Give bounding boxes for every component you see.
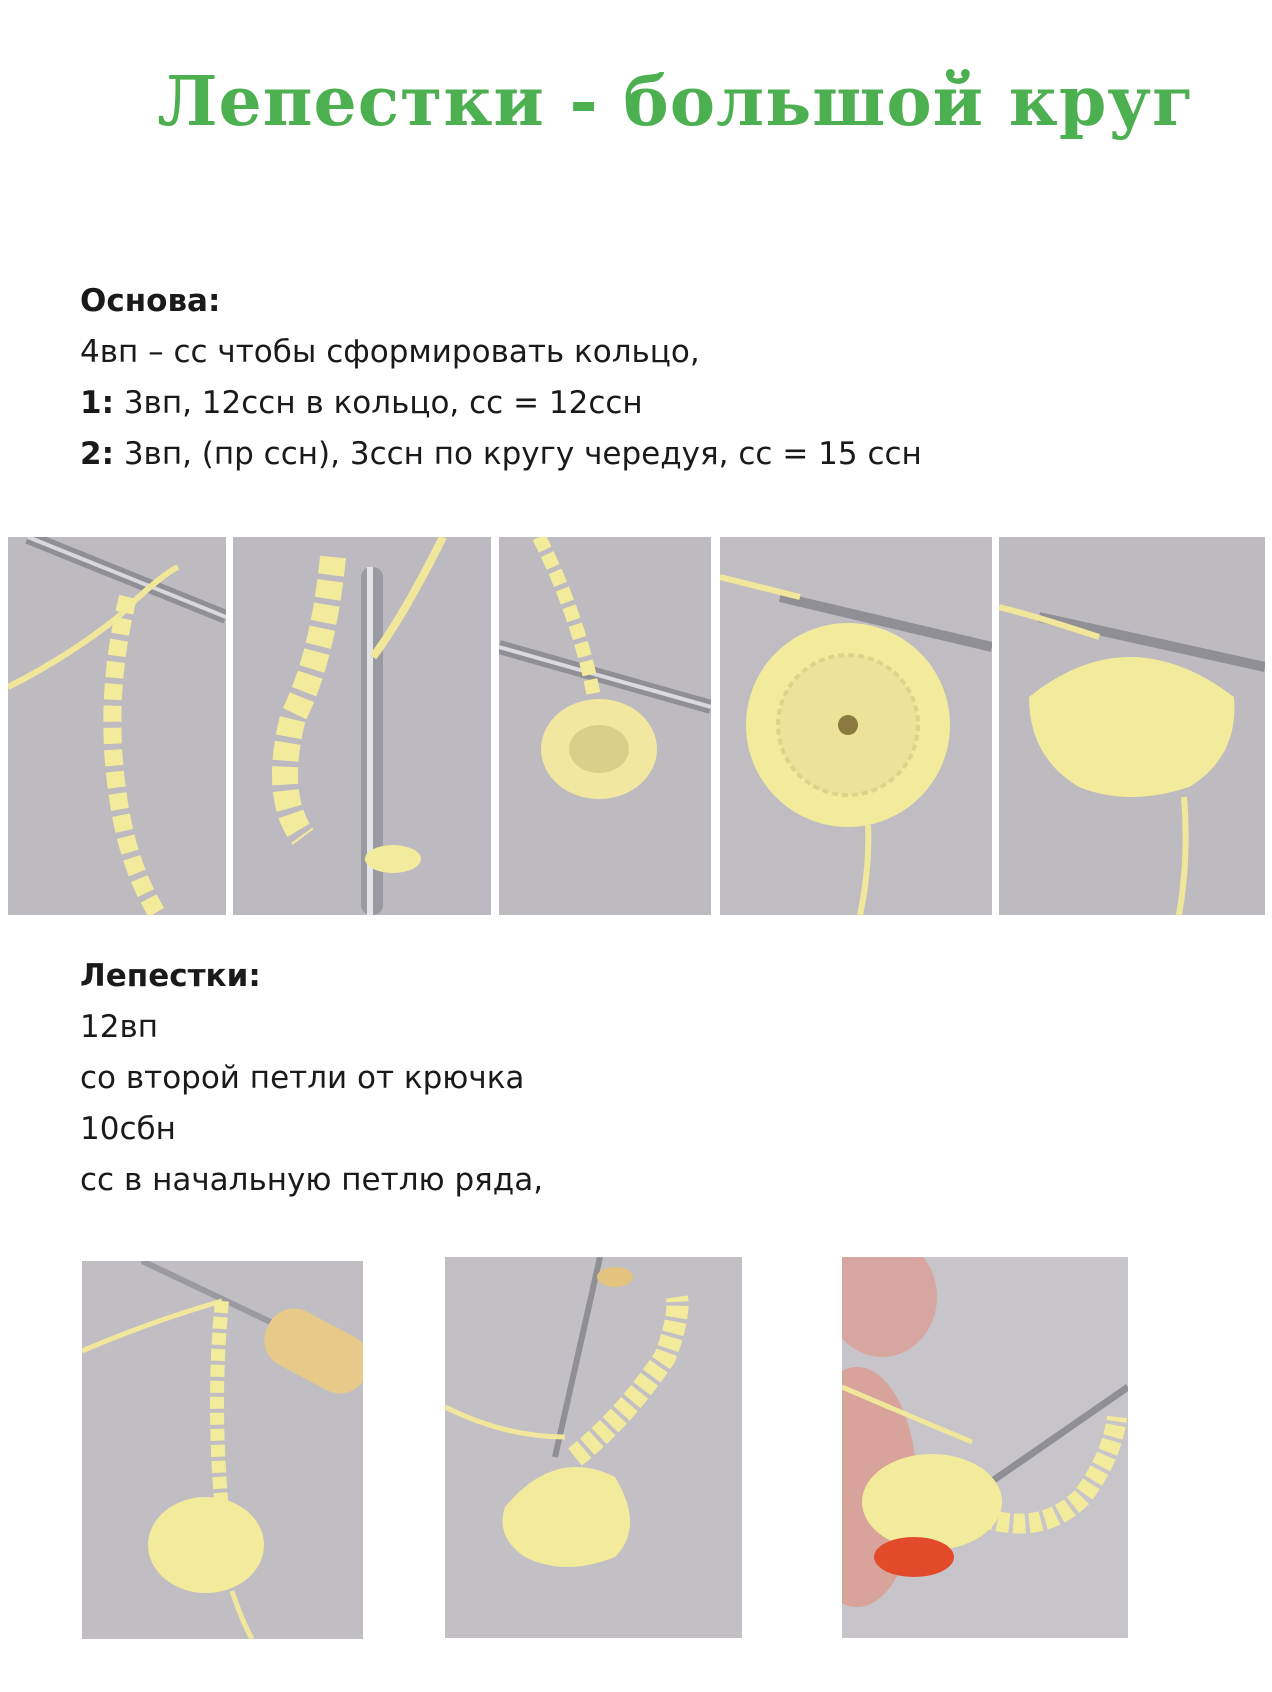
petals-line-2: 10сбн [80,1111,176,1147]
base-line-1: 1: 3вп, 12ссн в кольцо, сс = 12ссн [80,385,643,421]
petals-line-0: 12вп [80,1009,158,1045]
base-line-2: 2: 3вп, (пр ссн), 3ссн по кругу чередуя, сс = 15 ссн [80,436,922,472]
photo-petal-chain [82,1261,363,1639]
photo-ring-step [233,537,491,915]
photo-petal-join [842,1257,1128,1638]
base-heading: Основа: [80,283,221,319]
photo-chain-step [8,537,226,915]
petals-section [80,951,543,1206]
photo-first-round [499,537,711,915]
base-section [80,276,922,480]
petals-line-3: сс в начальную петлю ряда, [80,1162,544,1198]
photo-second-round [999,537,1265,915]
photo-full-circle [720,537,992,915]
petals-heading: Лепестки: [80,958,261,994]
page-title: Лепестки - большой круг [157,62,1195,142]
photo-petal-stitches [445,1257,742,1638]
base-line-0: 4вп – сс чтобы сформировать кольцо, [80,334,700,370]
petals-line-1: со второй петли от крючка [80,1060,525,1096]
